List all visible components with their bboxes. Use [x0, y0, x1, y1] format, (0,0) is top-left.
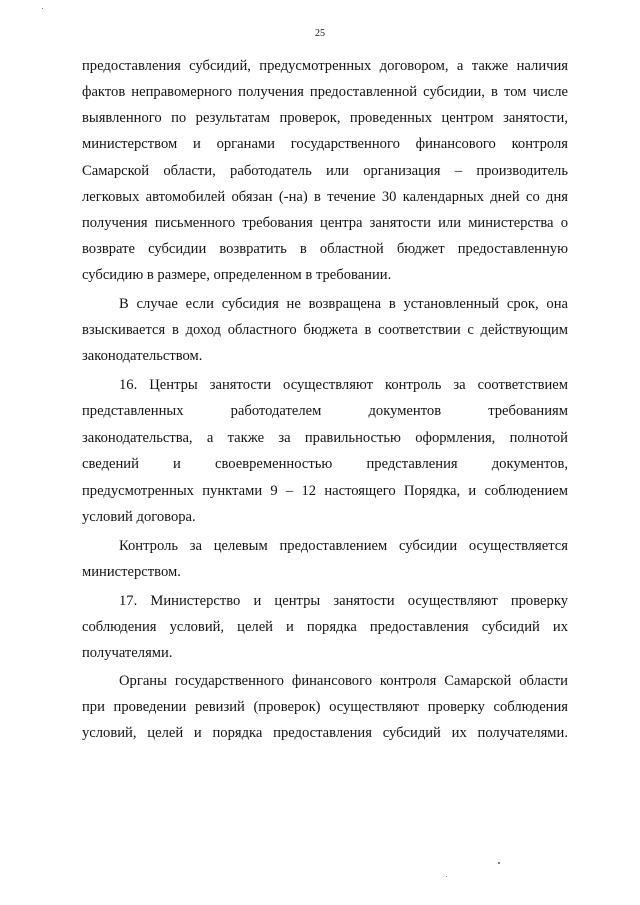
paragraph-first-line: Органы государственного финансового контроля Самарской области — [119, 673, 568, 689]
page-number: 25 — [315, 28, 325, 39]
text-line: условий договора. — [82, 509, 196, 525]
text-line: субсидию в размере, определенном в требовании. — [82, 267, 392, 283]
paragraph-first-line: 17. Министерство и центры занятости осуществляют проверку — [119, 593, 568, 609]
paragraph-first-line: В случае если субсидия не возвращена в установленный срок, она — [119, 296, 568, 312]
text-line: соблюдения условий, целей и порядка предоставления субсидий их — [82, 619, 568, 635]
text-line: министерством и органами государственного финансового контроля — [82, 136, 568, 152]
text-line: Самарской области, работодатель или организация – производитель — [82, 163, 568, 179]
scan-speck — [42, 8, 43, 9]
text-line: легковых автомобилей обязан (-на) в течение 30 календарных дней со дня — [82, 189, 568, 205]
paragraph-first-line: 16. Центры занятости осуществляют контроль за соответствием — [119, 377, 568, 393]
paragraph-first-line: Контроль за целевым предоставлением субсидии осуществляется — [119, 538, 568, 554]
text-line: при проведении ревизий (проверок) осуществляют проверку соблюдения — [82, 699, 568, 715]
text-line: предоставления субсидий, предусмотренных договором, а также наличия — [82, 58, 568, 74]
text-line: предусмотренных пунктами 9 – 12 настоящего Порядка, и соблюдением — [82, 483, 568, 499]
scan-speck — [446, 876, 447, 877]
text-line: законодательством. — [82, 348, 203, 364]
text-line: министерством. — [82, 564, 181, 580]
text-line: взыскивается в доход областного бюджета в соответствии с действующим — [82, 322, 568, 338]
text-line: получения письменного требования центра занятости или министерства о — [82, 215, 568, 231]
text-line: законодательства, а также за правильностью оформления, полнотой — [82, 430, 568, 446]
text-line: условий, целей и порядка предоставления субсидий их получателями. — [82, 725, 568, 741]
text-line: возврате субсидии возвратить в областной бюджет предоставленную — [82, 241, 568, 257]
text-line: получателями. — [82, 645, 173, 661]
text-line: фактов неправомерного получения предоставленной субсидии, в том числе — [82, 84, 568, 100]
text-line: сведений и своевременностью представления документов, — [82, 456, 568, 472]
text-line: выявленного по результатам проверок, проведенных центром занятости, — [82, 110, 568, 126]
scan-speck — [498, 862, 500, 864]
text-line: представленных работодателем документов требованиям — [82, 403, 568, 419]
